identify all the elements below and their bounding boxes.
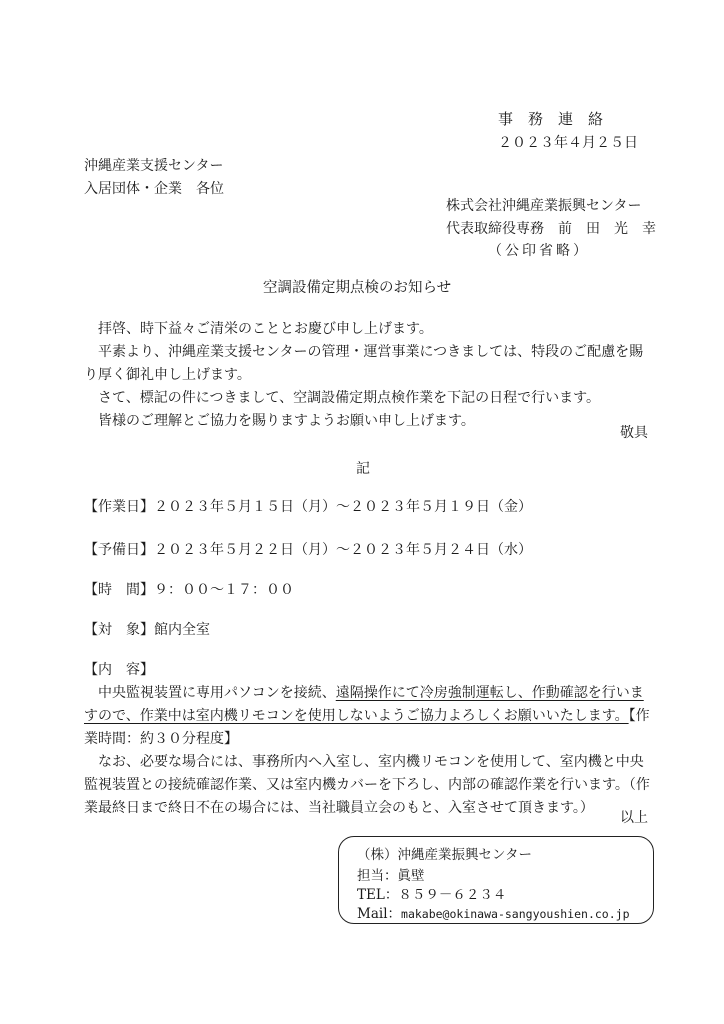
notice-title: 空調設備定期点検のお知らせ [263,280,452,296]
seal-note: （公印省略） [488,243,590,259]
reserve-day-label: 【予備日】 [84,542,154,558]
target-label: 【対 象】 [84,622,154,638]
intro-paragraph-4: 皆様のご理解とご協力を賜りますようお願い申し上げます。 [98,413,475,429]
contact-mail-link[interactable]: makabe@okinawa-sangyoushien.co.jp [401,907,630,921]
contact-box [338,836,654,924]
time-value: ９：００～１７：００ [154,582,294,598]
work-day-row [84,496,532,516]
content-text-time: 【作業時間：約３０分程度】 [84,708,650,747]
work-day-label: 【作業日】 [84,499,154,515]
content-paragraph-2: なお、必要な場合には、事務所内へ入室し、室内機リモコンを使用して、室内機と中央監視装置との接続確認作業、又は室内機カバーを下ろし、内部の確認作業を行います。（作業最終日まで終日不在の場合には、当社職員立会のもと、入室させて頂きます。） [84,754,650,816]
issue-date: ２０２３年４月２５日 [498,135,638,151]
content-paragraph [84,682,652,751]
content-text-a: 中央監視装置に専用パソコンを接続、 [98,685,336,701]
end-mark: 以上 [620,810,648,826]
reserve-day-row [84,539,532,559]
ki-mark: 記 [356,461,370,477]
sender-company: 株式会社沖縄産業振興センター [446,198,642,214]
contact-mail-label: Mail： [357,906,402,922]
intro-paragraph-3: さて、標記の件につきまして、空調設備定期点検作業を下記の日程で行います。 [98,390,601,406]
document-type: 事 務 連 絡 [498,110,604,128]
work-day-value: ２０２３年５月１５日（月）～２０２３年５月１９日（金） [154,499,532,515]
content-text-underlined: 遠隔操作にて冷房強制運転し、作動確認を行いますので、作業中は室内機リモコンを使用しないようご協力よろしくお願いいたします。 [84,685,644,724]
recipient-line-1: 沖縄産業支援センター [84,158,224,174]
target-row [84,619,210,639]
contact-tel: TEL：８５９－６２３４ [357,887,507,903]
target-value: 館内全室 [154,622,210,638]
contact-company: （株）沖縄産業振興センター [357,847,532,863]
sender-representative: 代表取締役専務 前 田 光 幸 [446,221,656,237]
closing-keigu: 敬具 [620,425,648,441]
time-label: 【時 間】 [84,582,154,598]
content-label: 【内 容】 [84,662,154,678]
reserve-day-value: ２０２３年５月２２日（月）～２０２３年５月２４日（水） [154,542,532,558]
time-row [84,579,294,599]
recipient-line-2: 入居団体・企業 各位 [84,181,224,197]
contact-person: 担当：眞壁 [357,868,425,884]
contact-mail-row [357,902,630,922]
intro-paragraph-1: 拝啓、時下益々ご清栄のこととお慶び申し上げます。 [98,321,433,337]
intro-paragraph-2: 平素より、沖縄産業支援センターの管理・運営事業につきましては、特段のご配慮を賜り厚く御礼申し上げます。 [84,344,644,383]
